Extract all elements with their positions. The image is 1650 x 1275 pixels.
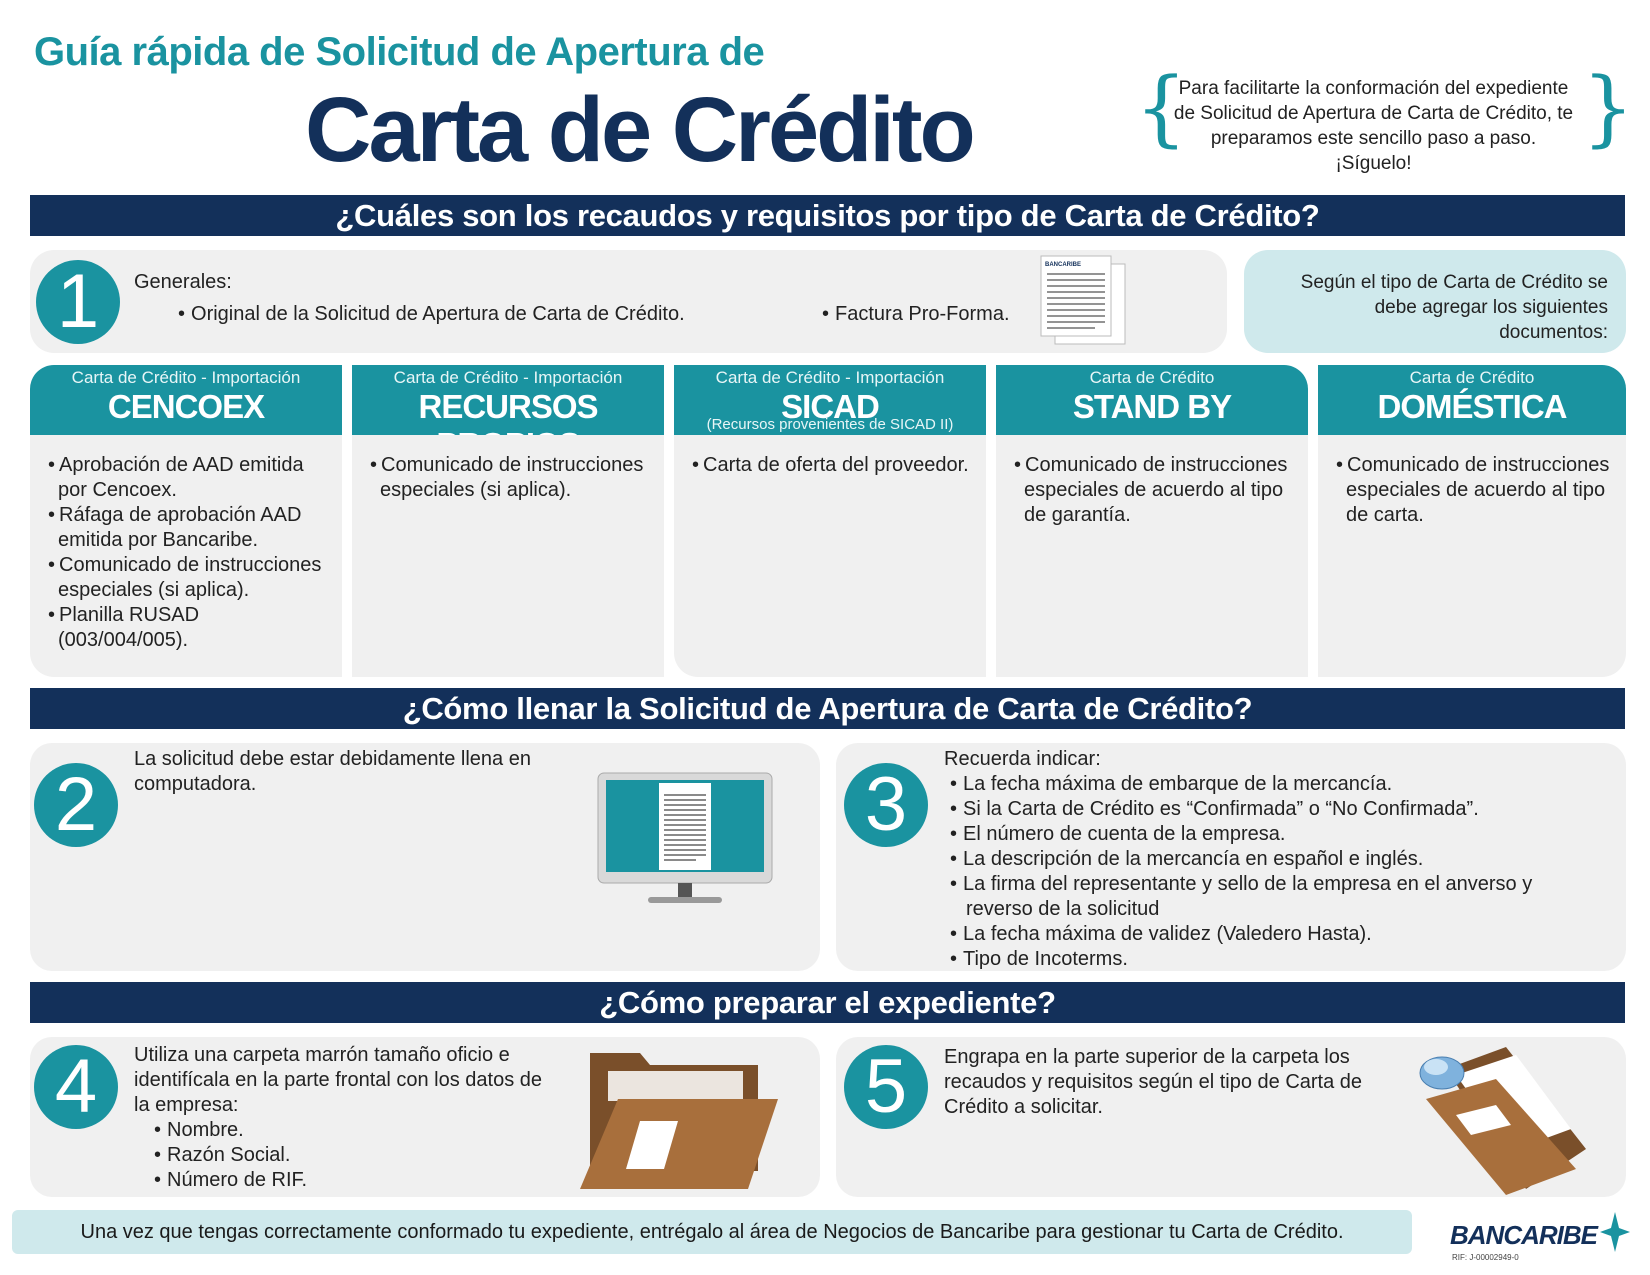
column-cencoex bbox=[30, 365, 342, 677]
section-banner-prepare-file: ¿Cómo preparar el expediente? bbox=[30, 982, 1625, 1023]
list-item: • Número de RIF. bbox=[154, 1168, 307, 1193]
column-subtitle: Carta de Crédito - Importación bbox=[71, 368, 301, 387]
step2-number: 2 bbox=[34, 763, 118, 847]
list-item: • Si la Carta de Crédito es “Confirmada” o “No Confirmada”. bbox=[950, 797, 1590, 822]
column-title: CENCOEX bbox=[107, 388, 265, 425]
list-item: • Tipo de Incoterms. bbox=[950, 947, 1590, 972]
step1-panel bbox=[30, 250, 1227, 353]
step1-item-2: • Factura Pro-Forma. bbox=[822, 302, 1010, 327]
step2-text: La solicitud debe estar debidamente llena en computadora. bbox=[134, 748, 531, 795]
intro-text: Para facilitarte la conformación del expediente de Solicitud de Apertura de Carta de Crédito, te preparamos este sencillo paso a paso. ¡Síguelo! bbox=[1173, 78, 1574, 174]
list-item: • Ráfaga de aprobación AAD emitida por Bancaribe. bbox=[42, 503, 334, 553]
star-icon bbox=[1600, 1212, 1630, 1252]
column-domestica bbox=[1318, 365, 1626, 677]
step4-text: Utiliza una carpeta marrón tamaño oficio e identifícala en la parte frontal con los datos de la empresa: bbox=[134, 1044, 543, 1116]
left-brace: { bbox=[1135, 61, 1188, 156]
column-body bbox=[352, 435, 664, 677]
column-subtitle: Carta de Crédito - Importación bbox=[393, 368, 623, 387]
column-title: SICAD bbox=[781, 388, 879, 425]
column-note: (Recursos provenientes de SICAD II) bbox=[706, 416, 954, 433]
step3-number: 3 bbox=[844, 763, 928, 847]
list-item: • Planilla RUSAD (003/004/005). bbox=[42, 603, 334, 653]
column-recursos-propios bbox=[352, 365, 664, 677]
step4-panel bbox=[30, 1037, 820, 1197]
step5-number: 5 bbox=[844, 1045, 928, 1129]
step4-list bbox=[154, 1118, 307, 1193]
column-header bbox=[674, 365, 986, 435]
column-header bbox=[996, 365, 1308, 435]
note-box bbox=[1244, 250, 1626, 353]
column-title: RECURSOS bbox=[418, 388, 598, 425]
column-subtitle: Carta de Crédito bbox=[1409, 368, 1535, 387]
section-banner-fill-form: ¿Cómo llenar la Solicitud de Apertura de Carta de Crédito? bbox=[30, 688, 1625, 729]
column-title: DOMÉSTICA bbox=[1377, 388, 1567, 425]
logo-wordmark: BANCARIBE bbox=[1450, 1220, 1598, 1250]
bancaribe-logo bbox=[1450, 1208, 1630, 1268]
column-body bbox=[1318, 435, 1626, 677]
stapled-folder-icon bbox=[1396, 1039, 1596, 1195]
list-item: • Comunicado de instrucciones especiales de acuerdo al tipo de carta. bbox=[1330, 453, 1618, 528]
list-item: • Comunicado de instrucciones especiales de acuerdo al tipo de garantía. bbox=[1008, 453, 1300, 528]
step2-panel bbox=[30, 743, 820, 971]
column-subtitle: Carta de Crédito bbox=[1089, 368, 1215, 387]
note-text: Según el tipo de Carta de Crédito se debe agregar los siguientes documentos: bbox=[1300, 272, 1608, 343]
column-body bbox=[674, 435, 986, 677]
list-item: • La fecha máxima de validez (Valedero Hasta). bbox=[950, 922, 1590, 947]
list-item: • Razón Social. bbox=[154, 1143, 307, 1168]
step1-heading: Generales: bbox=[134, 271, 232, 293]
subtitle: Guía rápida de Solicitud de Apertura de bbox=[34, 30, 765, 74]
step3-heading: Recuerda indicar: bbox=[944, 748, 1101, 770]
step5-text: Engrapa en la parte superior de la carpeta los recaudos y requisitos según el tipo de Carta de Crédito a solicitar. bbox=[944, 1046, 1363, 1118]
step1-item-1: • Original de la Solicitud de Apertura de Carta de Crédito. bbox=[178, 302, 685, 327]
column-header bbox=[30, 365, 342, 435]
right-brace: } bbox=[1582, 61, 1635, 156]
list-item: • La fecha máxima de embarque de la mercancía. bbox=[950, 772, 1590, 797]
step3-panel bbox=[836, 743, 1626, 971]
step1-number: 1 bbox=[36, 260, 120, 344]
column-sicad bbox=[674, 365, 986, 677]
column-header bbox=[1318, 365, 1626, 435]
documents-icon bbox=[1035, 252, 1135, 347]
list-item: • Comunicado de instrucciones especiales (si aplica). bbox=[364, 453, 656, 503]
list-item: • La firma del representante y sello de la empresa en el anverso y reverso de la solicitud bbox=[950, 872, 1590, 922]
column-title: STAND BY bbox=[1072, 388, 1232, 425]
column-body bbox=[30, 435, 342, 677]
computer-monitor-icon bbox=[596, 771, 776, 911]
step4-number: 4 bbox=[34, 1045, 118, 1129]
document-logo: BANCARIBE bbox=[1045, 262, 1081, 268]
list-item: • Nombre. bbox=[154, 1118, 307, 1143]
column-header bbox=[352, 365, 664, 435]
list-item: • Comunicado de instrucciones especiales (si aplica). bbox=[42, 553, 334, 603]
section-banner-requirements: ¿Cuáles son los recaudos y requisitos por tipo de Carta de Crédito? bbox=[30, 195, 1625, 236]
intro-callout bbox=[1135, 61, 1635, 174]
list-item: • Carta de oferta del proveedor. bbox=[686, 453, 978, 478]
column-stand-by bbox=[996, 365, 1308, 677]
page-title: Carta de Crédito bbox=[305, 79, 973, 181]
column-body bbox=[996, 435, 1308, 677]
list-item: • El número de cuenta de la empresa. bbox=[950, 822, 1590, 847]
logo-rif: RIF: J-00002949-0 bbox=[1452, 1253, 1519, 1262]
list-item: • Aprobación de AAD emitida por Cencoex. bbox=[42, 453, 334, 503]
list-item: • La descripción de la mercancía en español e inglés. bbox=[950, 847, 1590, 872]
footer-note: Una vez que tengas correctamente conformado tu expediente, entrégalo al área de Negocios de Bancaribe para gestionar tu Carta de Crédito. bbox=[12, 1210, 1412, 1254]
step5-panel bbox=[836, 1037, 1626, 1197]
folder-icon bbox=[578, 1041, 778, 1197]
column-subtitle: Carta de Crédito - Importación bbox=[715, 368, 945, 387]
step3-list bbox=[950, 772, 1590, 972]
